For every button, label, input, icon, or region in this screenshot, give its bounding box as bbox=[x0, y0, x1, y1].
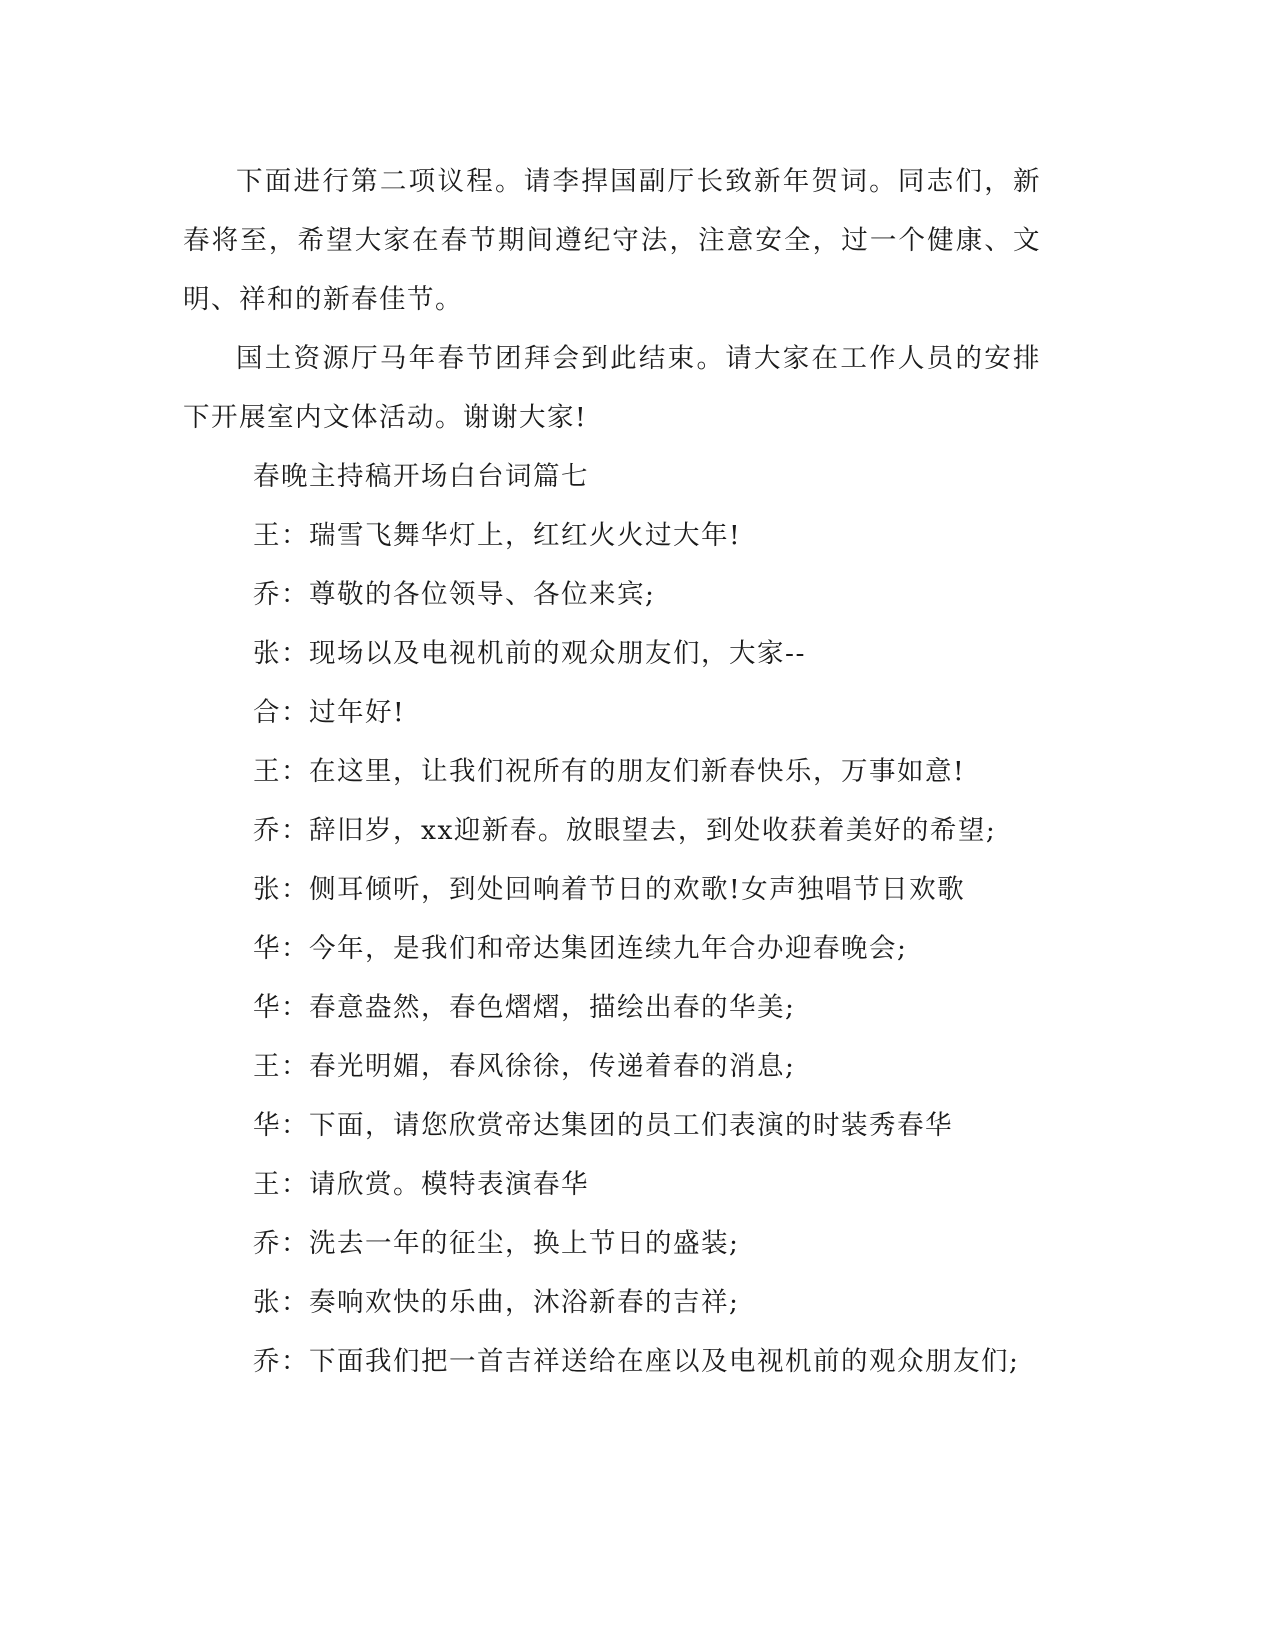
script-line: 王：在这里，让我们祝所有的朋友们新春快乐，万事如意! bbox=[253, 756, 966, 787]
script-line: 合：过年好! bbox=[253, 697, 406, 728]
script-line: 王：瑞雪飞舞华灯上，红红火火过大年! bbox=[253, 520, 742, 551]
script-line: 华：下面，请您欣赏帝达集团的员工们表演的时装秀春华 bbox=[253, 1110, 953, 1141]
script-line: 华：春意盎然，春色熠熠，描绘出春的华美; bbox=[253, 992, 796, 1023]
script-line: 华：今年，是我们和帝达集团连续九年合办迎春晚会; bbox=[253, 933, 908, 964]
script-line: 张：奏响欢快的乐曲，沐浴新春的吉祥; bbox=[253, 1287, 740, 1318]
script-line: 乔：辞旧岁，xx迎新春。放眼望去，到处收获着美好的希望; bbox=[253, 815, 997, 846]
script-line: 乔：洗去一年的征尘，换上节日的盛装; bbox=[253, 1228, 740, 1259]
script-line: 乔：尊敬的各位领导、各位来宾; bbox=[253, 579, 656, 610]
script-line: 王：请欣赏。模特表演春华 bbox=[253, 1169, 589, 1200]
script-line: 张：侧耳倾听，到处回响着节日的欢歌!女声独唱节日欢歌 bbox=[253, 874, 966, 905]
script-line: 王：春光明媚，春风徐徐，传递着春的消息; bbox=[253, 1051, 796, 1082]
paragraph-agenda: 下面进行第二项议程。请李捍国副厅长致新年贺词。同志们，新春将至，希望大家在春节期间遵纪守法，注意安全，过一个健康、文明、祥和的新春佳节。 bbox=[183, 166, 1041, 315]
document-body bbox=[183, 152, 1041, 1391]
script-line: 乔：下面我们把一首吉祥送给在座以及电视机前的观众朋友们; bbox=[253, 1346, 1020, 1377]
paragraph-closing: 国土资源厅马年春节团拜会到此结束。请大家在工作人员的安排下开展室内文体活动。谢谢大家! bbox=[183, 343, 1041, 433]
script-line: 张：现场以及电视机前的观众朋友们，大家-- bbox=[253, 638, 806, 669]
section-heading: 春晚主持稿开场白台词篇七 bbox=[253, 461, 589, 492]
